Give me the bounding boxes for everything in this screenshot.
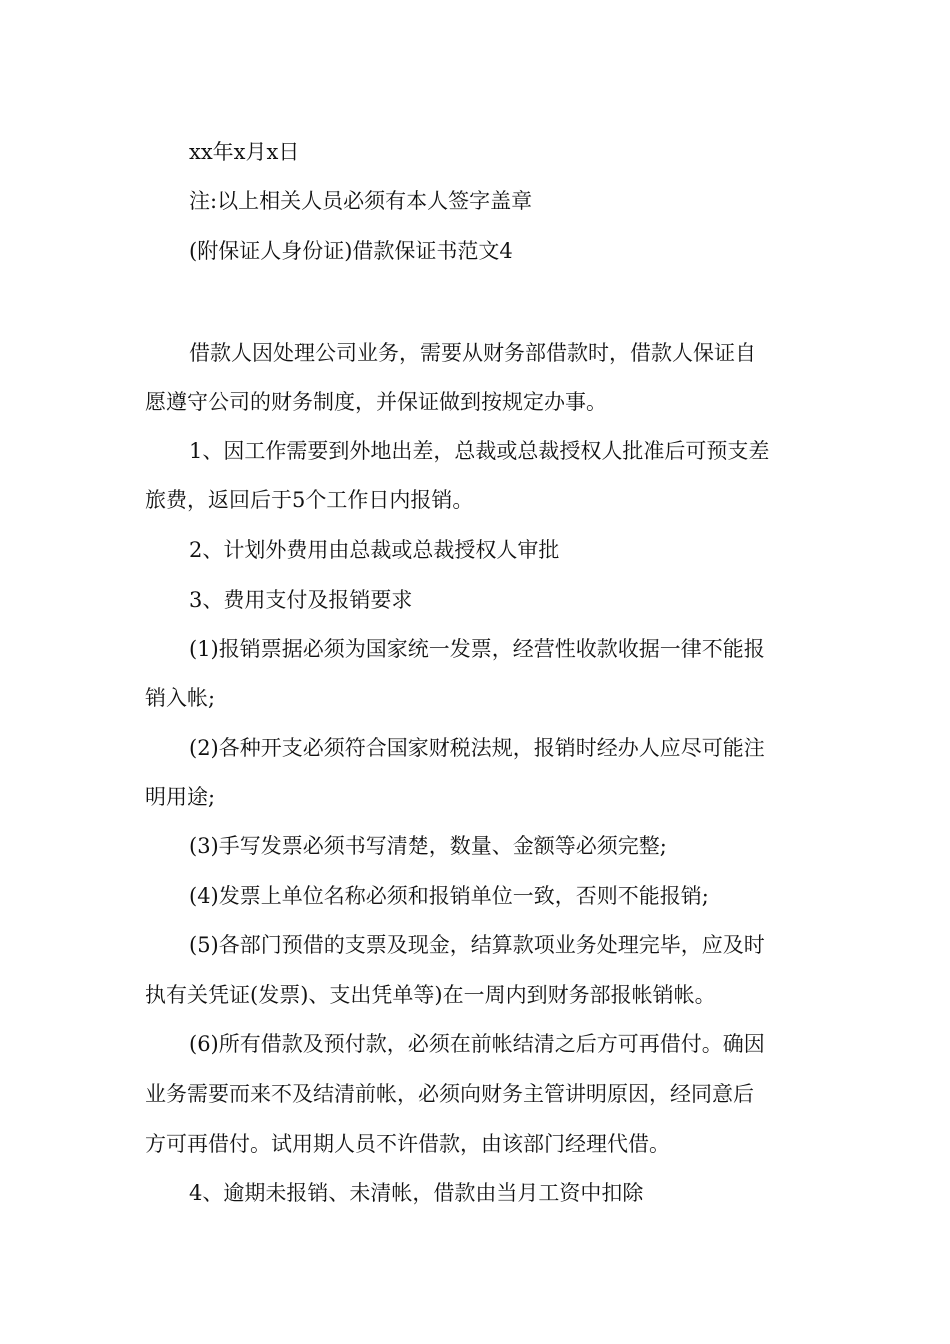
paragraph-line: 执有关凭证(发票)、支出凭单等)在一周内到财务部报帐销帐。 <box>145 983 716 1007</box>
paragraph-line: (1)报销票据必须为国家统一发票，经营性收款收据一律不能报 <box>189 637 765 661</box>
paragraph-line: 业务需要而来不及结清前帐，必须向财务主管讲明原因，经同意后 <box>145 1082 754 1106</box>
paragraph-line: 方可再借付。试用期人员不许借款，由该部门经理代借。 <box>145 1132 670 1156</box>
paragraph-line: (3)手写发票必须书写清楚，数量、金额等必须完整; <box>189 834 667 858</box>
paragraph-line: 3、费用支付及报销要求 <box>189 588 413 612</box>
paragraph-line: 1、因工作需要到外地出差，总裁或总裁授权人批准后可预支差 <box>189 439 770 463</box>
paragraph-line: 4、逾期未报销、未清帐，借款由当月工资中扣除 <box>189 1181 644 1205</box>
paragraph-line: (5)各部门预借的支票及现金，结算款项业务处理完毕，应及时 <box>189 933 765 957</box>
paragraph-line: 销入帐; <box>145 686 216 710</box>
heading-line: (附保证人身份证)借款保证书范文4 <box>189 239 513 263</box>
paragraph-line: 2、计划外费用由总裁或总裁授权人审批 <box>189 538 560 562</box>
paragraph-line: 旅费，返回后于5个工作日内报销。 <box>145 488 474 512</box>
paragraph-line: 借款人因处理公司业务，需要从财务部借款时，借款人保证自 <box>189 341 756 365</box>
paragraph-line: 明用途; <box>145 785 216 809</box>
paragraph-line: (6)所有借款及预付款，必须在前帐结清之后方可再借付。确因 <box>189 1032 765 1056</box>
paragraph-line: 愿遵守公司的财务制度，并保证做到按规定办事。 <box>145 390 607 414</box>
paragraph-line: (2)各种开支必须符合国家财税法规，报销时经办人应尽可能注 <box>189 736 765 760</box>
note-line: 注:以上相关人员必须有本人签字盖章 <box>189 189 533 213</box>
date-line: xx年x月x日 <box>189 140 300 164</box>
paragraph-line: (4)发票上单位名称必须和报销单位一致，否则不能报销; <box>189 884 709 908</box>
